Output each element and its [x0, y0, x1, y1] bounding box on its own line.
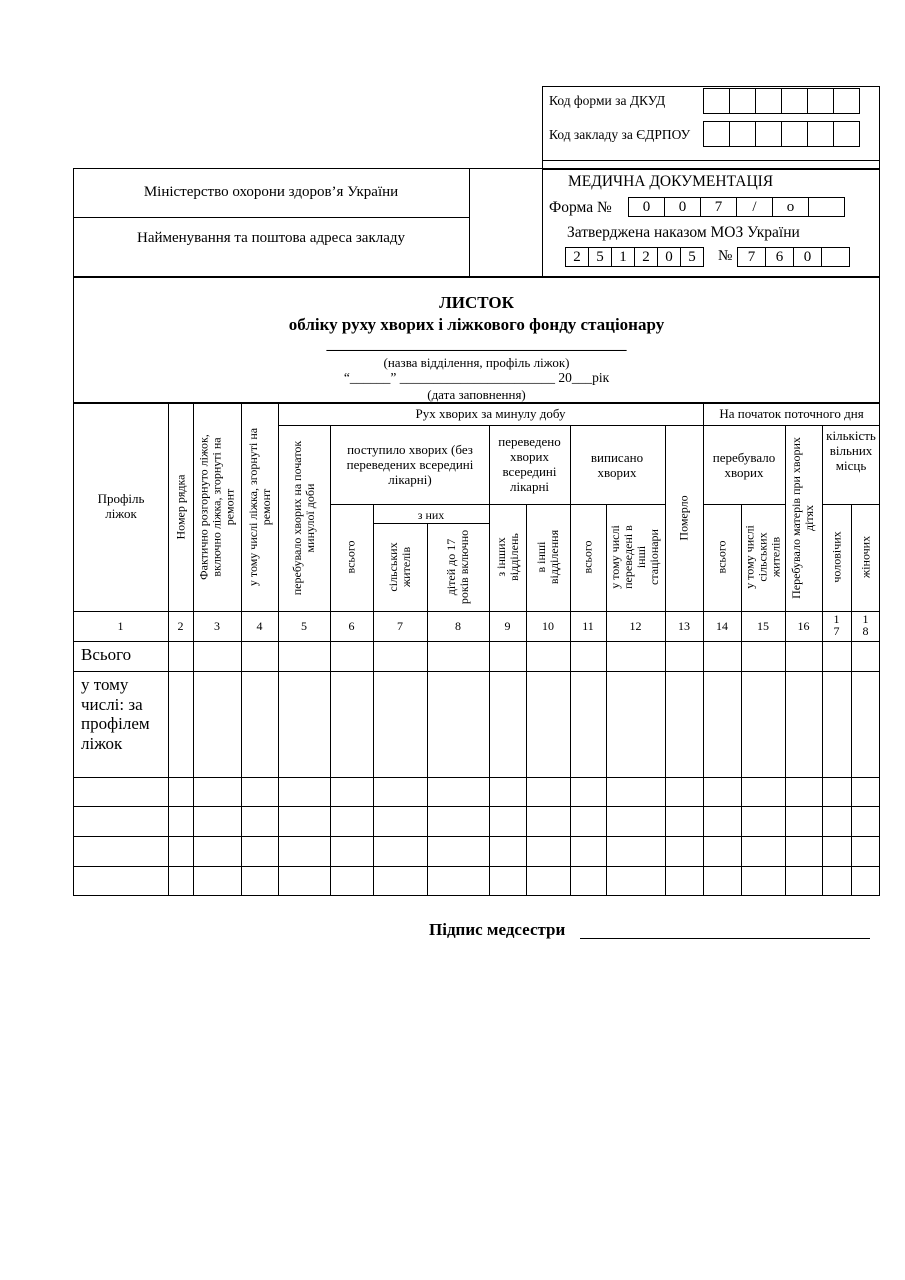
column-number: 6: [348, 619, 355, 633]
table-hline: [373, 523, 489, 524]
header-mid-line: [73, 217, 469, 218]
table-hline: [73, 777, 880, 778]
beds-deployed-header: Фактично розгорнуто ліжок, включно ліжка, згорнуті на ремонт: [196, 434, 237, 580]
header-divider-2: [542, 168, 543, 278]
edrpou-digit-cell[interactable]: [781, 121, 808, 147]
title-line-1: ЛИСТОК: [439, 293, 514, 312]
table-hline: [73, 611, 880, 612]
column-number: 3: [214, 619, 220, 633]
order-sign: №: [718, 248, 733, 264]
table-vline: [526, 504, 527, 896]
staying-rural-header: у тому числі сільських жителів: [742, 525, 783, 589]
form-label: Форма №: [549, 199, 612, 216]
died-header: Померло: [676, 495, 691, 541]
beds-folded-header: у тому числі ліжка, згорнуті на ремонт: [246, 427, 273, 587]
order-digit-cell: 0: [793, 247, 822, 267]
form-digit-cell: 0: [628, 197, 665, 217]
date-caption: (дата заповнення): [427, 387, 526, 402]
table-vline: [606, 504, 607, 896]
code-block-bottom-line: [542, 160, 880, 161]
table-vline: [241, 402, 242, 896]
table-vline: [703, 402, 704, 896]
signature-label: Підпис медсестри: [429, 920, 566, 939]
row-number-header: Номер рядка: [173, 474, 188, 540]
column-number: 8: [455, 619, 461, 633]
dkud-digit-cell[interactable]: [833, 88, 860, 114]
table-vline: [822, 425, 823, 896]
edrpou-digit-cell[interactable]: [729, 121, 756, 147]
table-vline: [851, 504, 852, 896]
column-number: 12: [629, 619, 642, 633]
form-digit-cell: /: [736, 197, 773, 217]
column-number: 15: [757, 619, 769, 633]
row-total-label: Всього: [81, 645, 132, 664]
dkud-digit-cell[interactable]: [807, 88, 834, 114]
table-hline: [73, 866, 880, 867]
mothers-header: Перебувало матерів при хворих дітях: [789, 437, 816, 599]
table-hline: [73, 806, 880, 807]
form-digit-cell: 7: [700, 197, 737, 217]
profile-header: Профіль ліжок: [97, 491, 145, 521]
form-digit-cell: о: [772, 197, 809, 217]
female-header: жіночих: [858, 535, 873, 579]
table-vline: [330, 425, 331, 896]
staying-total-header: всього: [714, 540, 729, 574]
to-other-header: в інші відділення: [534, 529, 561, 585]
order-digit-cell: 6: [765, 247, 794, 267]
date-digit-cell: 5: [588, 247, 612, 267]
dkud-digit-cell[interactable]: [755, 88, 782, 114]
med-doc-title: МЕДИЧНА ДОКУМЕНТАЦІЯ: [568, 173, 774, 190]
dkud-digit-cell[interactable]: [703, 88, 730, 114]
column-number: 16: [797, 619, 810, 633]
table-vline: [373, 504, 374, 896]
edrpou-label: Код закладу за ЄДРПОУ: [549, 127, 691, 142]
column-number: 11: [582, 619, 594, 633]
column-number: 14: [716, 619, 728, 633]
order-digit-cell: [821, 247, 850, 267]
date-digit-cell: 2: [565, 247, 589, 267]
form-digit-cell: [808, 197, 845, 217]
transferred-header: переведено хворих всередині лікарні: [498, 434, 561, 494]
column-number: 4: [256, 619, 263, 633]
table-vline: [427, 523, 428, 896]
ministry-name: Міністерство охорони здоров’я України: [143, 184, 399, 200]
dkud-label: Код форми за ДКУД: [549, 93, 666, 108]
edrpou-digit-cell[interactable]: [755, 121, 782, 147]
discharged-total-header: всього: [580, 540, 595, 574]
table-hline: [73, 671, 880, 672]
dkud-digit-cell[interactable]: [781, 88, 808, 114]
free-places-header: кількість вільних місць: [826, 428, 876, 473]
date-digit-cell: 2: [634, 247, 658, 267]
column-number: 5: [301, 619, 307, 633]
column-number: 1: [117, 619, 124, 633]
institution-address: Найменування та поштова адреса закладу: [136, 230, 406, 246]
department-caption: (назва відділення, профіль ліжок): [383, 355, 570, 370]
signature-field[interactable]: [580, 920, 870, 939]
approved-text: Затверджена наказом МОЗ України: [567, 224, 800, 241]
male-header: чоловічих: [829, 531, 844, 583]
of-them-header: з них: [417, 508, 445, 522]
date-digit-cell: 0: [657, 247, 681, 267]
admitted-total-header: всього: [343, 540, 358, 574]
edrpou-digit-cell[interactable]: [703, 121, 730, 147]
edrpou-digit-cell[interactable]: [833, 121, 860, 147]
stayed-prev-header: перебувало хворих на початок минулої доби: [290, 440, 317, 596]
order-digit-cell: 7: [737, 247, 766, 267]
column-number: 10: [542, 619, 554, 633]
table-vline: [785, 425, 786, 896]
table-hline: [278, 425, 880, 426]
table-hline: [73, 641, 880, 642]
table-vline: [665, 425, 666, 896]
from-other-header: з інших відділень: [494, 533, 521, 581]
column-number: 9: [504, 619, 511, 633]
staying-header: перебувало хворих: [712, 450, 776, 480]
date-digit-cell: 1: [611, 247, 635, 267]
column-number: 7: [397, 619, 403, 633]
column-number: 18: [862, 612, 869, 638]
table-vline: [489, 425, 490, 896]
table-vline: [193, 402, 194, 896]
header-divider-1: [469, 168, 470, 278]
edrpou-digit-cell[interactable]: [807, 121, 834, 147]
column-number: 17: [833, 612, 840, 638]
children-header: дітей до 17 років включно: [444, 529, 471, 605]
column-number: 13: [678, 619, 690, 633]
start-day-header: На початок поточного дня: [719, 406, 864, 421]
form-digit-cell: 0: [664, 197, 701, 217]
table-vline: [168, 402, 169, 896]
table-hline: [73, 836, 880, 837]
title-line-2: обліку руху хворих і ліжкового фонду стаціонару: [288, 315, 665, 334]
department-line[interactable]: ________________________________________: [326, 337, 627, 353]
column-number: 2: [177, 619, 184, 633]
rural-header: сільських жителів: [386, 542, 413, 592]
admitted-header: поступило хворих (без переведених всередині лікарні): [346, 442, 474, 487]
table-hline: [703, 504, 785, 505]
date-digit-cell: 5: [680, 247, 704, 267]
dkud-digit-cell[interactable]: [729, 88, 756, 114]
movement-header: Рух хворих за минулу добу: [415, 406, 566, 421]
table-hline: [330, 504, 665, 505]
table-vline: [570, 425, 571, 896]
table-vline: [278, 402, 279, 896]
discharged-transferred-header: у тому числі переведені в інші стаціонари: [608, 525, 661, 589]
discharged-header: виписано хворих: [590, 450, 644, 480]
date-line[interactable]: “______” _______________________ 20___рік: [343, 370, 610, 385]
row-including-label: у тому числі: за профілем ліжок: [81, 675, 150, 753]
